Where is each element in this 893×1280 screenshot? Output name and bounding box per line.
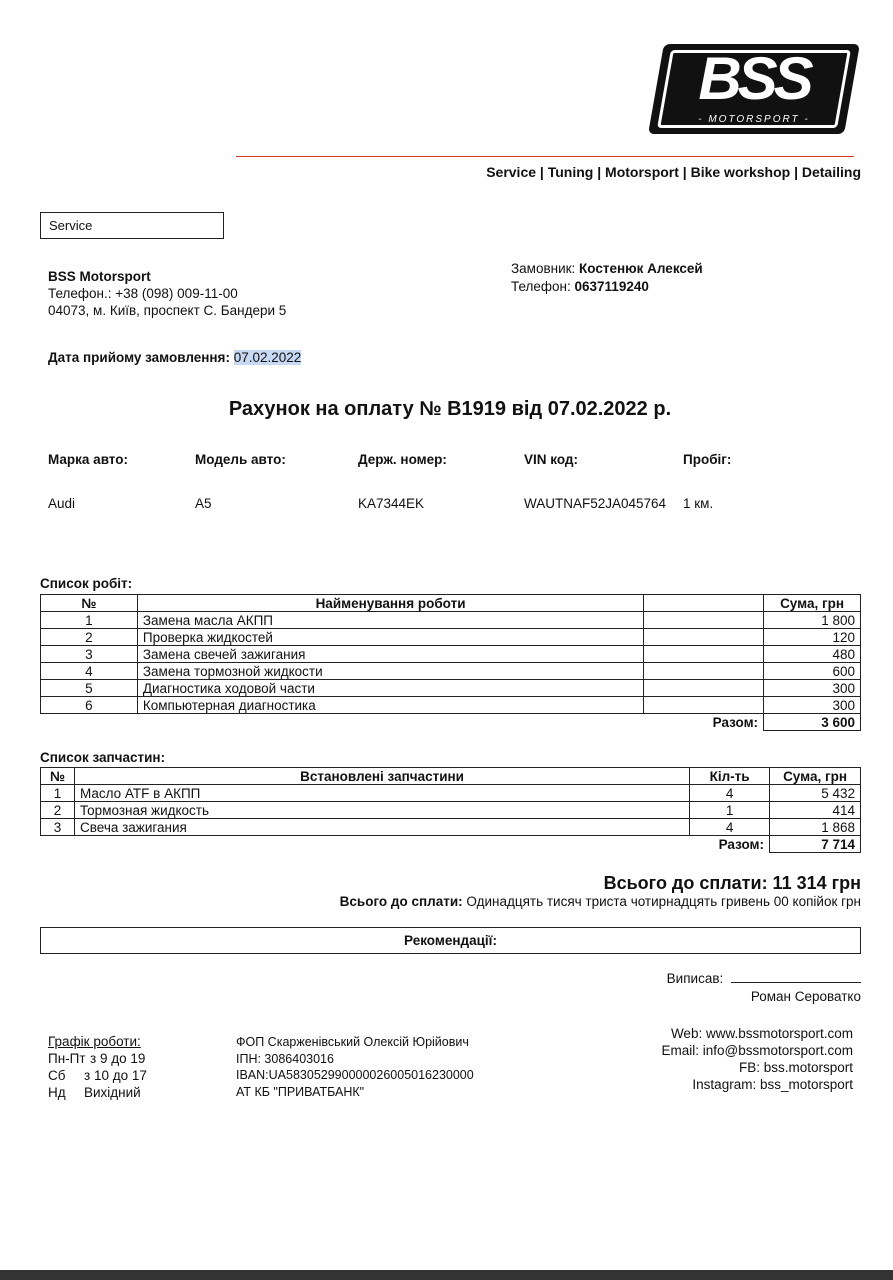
work-number: 5 xyxy=(41,680,138,697)
customer-label: Замовник: xyxy=(511,261,580,276)
part-number: 1 xyxy=(41,785,75,802)
work-name: Диагностика ходовой части xyxy=(137,680,643,697)
car-brand: Audi xyxy=(48,496,76,511)
work-name: Замена свечей зажигания xyxy=(137,646,643,663)
contact-instagram: Instagram: bss_motorsport xyxy=(692,1077,853,1092)
car-mileage-header: Пробіг: xyxy=(683,452,732,467)
works-header-row xyxy=(41,595,861,612)
client-phone-label: Телефон: xyxy=(511,279,575,294)
work-name: Проверка жидкостей xyxy=(137,629,643,646)
fop-iban: IBAN:UA583052990000026005016230000 xyxy=(236,1068,474,1082)
schedule-time: з 10 до 17 xyxy=(84,1068,147,1083)
parts-total-label: Разом: xyxy=(690,836,770,853)
signed-label: Виписав: xyxy=(666,971,727,986)
work-blank xyxy=(644,646,764,663)
car-brand-header: Марка авто: xyxy=(48,452,128,467)
works-total-value: 3 600 xyxy=(764,714,861,731)
part-sum: 5 432 xyxy=(770,785,861,802)
schedule-time: Вихідний xyxy=(84,1085,141,1100)
logo-subtitle: - MOTORSPORT - xyxy=(698,114,810,125)
signed-name: Роман Сероватко xyxy=(750,989,861,1004)
contacts xyxy=(661,1025,853,1093)
client-info xyxy=(511,260,703,296)
works-row xyxy=(41,646,861,663)
customer-name: Костенюк Алексей xyxy=(579,261,703,276)
parts-header-sum: Сума, грн xyxy=(770,768,861,785)
car-mileage: 1 км. xyxy=(683,496,714,511)
work-name: Замена масла АКПП xyxy=(137,612,643,629)
fop-details xyxy=(236,1034,474,1100)
parts-header-qty: Кіл-ть xyxy=(690,768,770,785)
works-row xyxy=(41,697,861,714)
part-name: Тормозная жидкость xyxy=(74,802,689,819)
signed-by xyxy=(667,970,861,1006)
work-blank xyxy=(644,629,764,646)
header-divider xyxy=(236,156,854,157)
invoice-title: Рахунок на оплату № B1919 від 07.02.2022 р. xyxy=(228,398,672,420)
schedule-row xyxy=(48,1084,147,1101)
work-sum: 600 xyxy=(764,663,861,680)
work-number: 3 xyxy=(41,646,138,663)
schedule-row xyxy=(48,1050,147,1067)
work-blank xyxy=(644,612,764,629)
works-row xyxy=(41,663,861,680)
work-number: 4 xyxy=(41,663,138,680)
work-sum: 300 xyxy=(764,680,861,697)
parts-table xyxy=(40,767,861,853)
part-qty: 4 xyxy=(690,785,770,802)
work-blank xyxy=(644,680,764,697)
work-number: 2 xyxy=(41,629,138,646)
grand-total-words-value: Одинадцять тисяч триста чотирнадцять гривень 00 копійок грн xyxy=(466,894,861,909)
parts-title: Список запчастин: xyxy=(40,750,166,765)
works-total-row xyxy=(41,714,861,731)
work-sum: 480 xyxy=(764,646,861,663)
contact-web: Web: www.bssmotorsport.com xyxy=(670,1026,853,1041)
part-sum: 414 xyxy=(770,802,861,819)
schedule-day: Пн-Пт xyxy=(48,1051,86,1066)
logo-text: BSS xyxy=(698,45,810,112)
company-phone: Телефон.: +38 (098) 009-11-00 xyxy=(48,286,238,301)
contact-email: Email: info@bssmotorsport.com xyxy=(661,1043,853,1058)
part-number: 3 xyxy=(41,819,75,836)
service-type-box: Service xyxy=(40,212,224,239)
work-blank xyxy=(644,663,764,680)
company-name: BSS Motorsport xyxy=(48,269,151,284)
works-header-name: Найменування роботи xyxy=(137,595,643,612)
parts-header-name: Встановлені запчастини xyxy=(74,768,689,785)
work-sum: 300 xyxy=(764,697,861,714)
grand-total-words-label: Всього до сплати: xyxy=(339,894,467,909)
works-header-sum: Сума, грн xyxy=(764,595,861,612)
car-vin: WAUTNAF52JA045764 xyxy=(524,496,667,511)
client-phone: 0637119240 xyxy=(574,279,649,294)
works-row xyxy=(41,629,861,646)
signature-line xyxy=(731,971,861,983)
parts-total-row xyxy=(41,836,861,853)
parts-row xyxy=(41,785,861,802)
car-plate-header: Держ. номер: xyxy=(358,452,447,467)
works-row xyxy=(41,612,861,629)
parts-header-number: № xyxy=(41,768,75,785)
parts-row xyxy=(41,819,861,836)
schedule-time: з 9 до 19 xyxy=(90,1051,146,1066)
works-header-blank xyxy=(644,595,764,612)
work-blank xyxy=(644,697,764,714)
work-sum: 120 xyxy=(764,629,861,646)
car-plate: KA7344EK xyxy=(358,496,425,511)
schedule-day: Сб xyxy=(48,1068,66,1083)
contact-fb: FB: bss.motorsport xyxy=(738,1060,853,1075)
part-qty: 4 xyxy=(690,819,770,836)
works-row xyxy=(41,680,861,697)
schedule-row xyxy=(48,1067,147,1084)
fop-tax-id: ІПН: 3086403016 xyxy=(236,1051,334,1066)
work-sum: 1 800 xyxy=(764,612,861,629)
part-qty: 1 xyxy=(690,802,770,819)
car-model-header: Модель авто: xyxy=(195,452,286,467)
fop-bank: АТ КБ "ПРИВАТБАНК" xyxy=(236,1084,365,1099)
works-header-number: № xyxy=(41,595,138,612)
part-name: Масло ATF в АКПП xyxy=(74,785,689,802)
part-number: 2 xyxy=(41,802,75,819)
order-date xyxy=(48,350,301,365)
company-address: 04073, м. Київ, проспект С. Бандери 5 xyxy=(48,303,287,318)
recommendations-box: Рекомендації: xyxy=(40,927,861,954)
works-table xyxy=(40,594,861,731)
grand-total-words xyxy=(340,894,861,909)
grand-total: Всього до сплати: 11 314 грн xyxy=(603,873,861,893)
part-sum: 1 868 xyxy=(770,819,861,836)
services-line: Service | Tuning | Motorsport | Bike workshop | Detailing xyxy=(486,164,861,180)
work-name: Замена тормозной жидкости xyxy=(137,663,643,680)
schedule-title: Графік роботи: xyxy=(48,1034,141,1049)
work-number: 6 xyxy=(41,697,138,714)
parts-row xyxy=(41,802,861,819)
work-name: Компьютерная диагностика xyxy=(137,697,643,714)
order-date-value: 07.02.2022 xyxy=(233,350,302,365)
company-info xyxy=(48,268,286,319)
bss-logo xyxy=(656,44,852,134)
car-vin-header: VIN код: xyxy=(524,452,578,467)
parts-total-value: 7 714 xyxy=(770,836,861,853)
parts-header-row xyxy=(41,768,861,785)
work-number: 1 xyxy=(41,612,138,629)
schedule-day: Нд xyxy=(48,1085,66,1100)
order-date-label: Дата прийому замовлення: xyxy=(48,350,234,365)
part-name: Свеча зажигания xyxy=(74,819,689,836)
fop-name: ФОП Скарженівський Олексій Юрійович xyxy=(236,1035,469,1049)
bottom-bar xyxy=(0,1270,893,1280)
works-title: Список робіт: xyxy=(40,576,133,591)
works-total-label: Разом: xyxy=(644,714,764,731)
work-schedule xyxy=(48,1033,147,1101)
car-model: A5 xyxy=(195,496,212,511)
